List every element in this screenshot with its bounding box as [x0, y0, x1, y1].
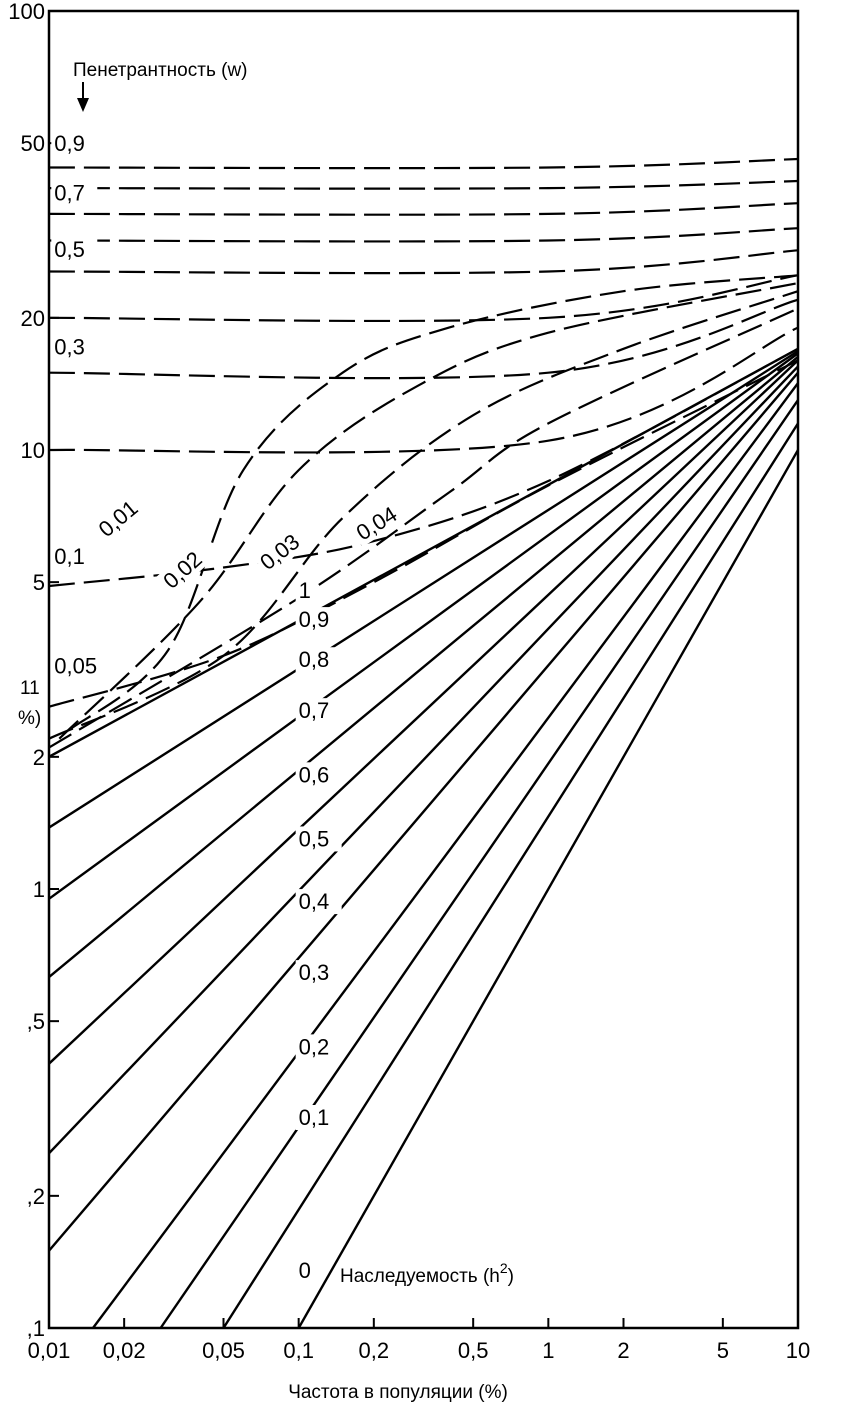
- x-tick-label: 10: [785, 1338, 811, 1363]
- curve-label: 0,9: [298, 607, 330, 633]
- heritability-line: [49, 351, 798, 827]
- heritability-line: [49, 353, 798, 898]
- x-axis-label: Частота в популяции (%): [288, 1382, 508, 1403]
- curve-label: 0,7: [54, 180, 85, 206]
- heritability-line: [299, 450, 798, 1328]
- x-tick-label: 2: [617, 1338, 630, 1363]
- curve-label: 0,02: [158, 546, 207, 594]
- penetrance-arrow-icon: [77, 82, 89, 112]
- curve-label: 0,2: [298, 1034, 330, 1060]
- curve-label: 0,4: [298, 889, 330, 915]
- curve-label: 0,3: [54, 334, 85, 360]
- heritability-line: [49, 373, 798, 1251]
- curve-label: 0,05: [54, 653, 98, 679]
- penetrance-legend: Пенетрантность (w): [73, 60, 248, 81]
- frequency-line: [59, 283, 798, 739]
- y-tick-label: ,1: [26, 1316, 45, 1341]
- curve-label: 0,5: [298, 826, 330, 852]
- heritability-line: [49, 366, 798, 1153]
- heritability-lines: [49, 349, 798, 1328]
- y-tick-label: 1: [32, 877, 45, 902]
- penetrance-line: [49, 300, 798, 378]
- curve-label: 0,3: [298, 960, 330, 986]
- penetrance-line: [49, 250, 798, 273]
- curve-label: 0,5: [54, 237, 85, 263]
- curve-label: 0,6: [298, 762, 330, 788]
- heritability-legend: Наследуемость $(h^2)$: [340, 1260, 514, 1287]
- x-tick-label: 1: [542, 1338, 555, 1363]
- curve-label: 0,01: [93, 495, 143, 542]
- curve-label: 1: [298, 578, 311, 604]
- x-tick-label: 5: [716, 1338, 729, 1363]
- curve-label: 0,7: [298, 698, 330, 724]
- y-tick-label: ,2: [26, 1183, 45, 1209]
- y-tick-label: 10: [20, 438, 45, 463]
- y-axis-label-fragment-1: 11: [20, 678, 40, 699]
- curve-label: 0,8: [298, 647, 330, 673]
- penetrance-line: [49, 275, 798, 321]
- heritability-line: [224, 423, 799, 1328]
- heritability-line: [93, 383, 798, 1328]
- x-tick-label: 0,02: [102, 1338, 146, 1363]
- y-tick-label: ,5: [26, 1009, 45, 1035]
- x-tick-label: 0,1: [283, 1338, 314, 1363]
- x-tick-label: 0,01: [27, 1338, 71, 1363]
- y-axis-label-fragment-2: %): [18, 708, 42, 729]
- penetrance-line: [49, 203, 798, 215]
- y-tick-label: 50: [20, 131, 45, 157]
- curve-label: 0,1: [298, 1105, 330, 1131]
- penetrance-line: [49, 181, 798, 189]
- y-tick-label: 100: [8, 0, 45, 24]
- curve-label: 0,03: [255, 528, 305, 575]
- y-tick-label: 2: [32, 744, 45, 770]
- y-tick-label: 20: [20, 305, 45, 331]
- x-tick-label: 0,2: [358, 1338, 390, 1363]
- x-tick-label: 0,05: [202, 1338, 245, 1363]
- penetrance-line: [49, 159, 798, 168]
- y-tick-label: 5: [32, 570, 45, 596]
- heritability-line: [161, 400, 798, 1328]
- curve-label: 0,9: [54, 130, 85, 156]
- penetrance-line: [49, 228, 798, 241]
- curve-label: 0: [298, 1257, 311, 1283]
- curve-label: 0,04: [351, 501, 402, 546]
- x-tick-label: 0,5: [457, 1338, 489, 1363]
- curve-label: 0,1: [54, 543, 85, 569]
- heritability-line: [49, 360, 798, 1063]
